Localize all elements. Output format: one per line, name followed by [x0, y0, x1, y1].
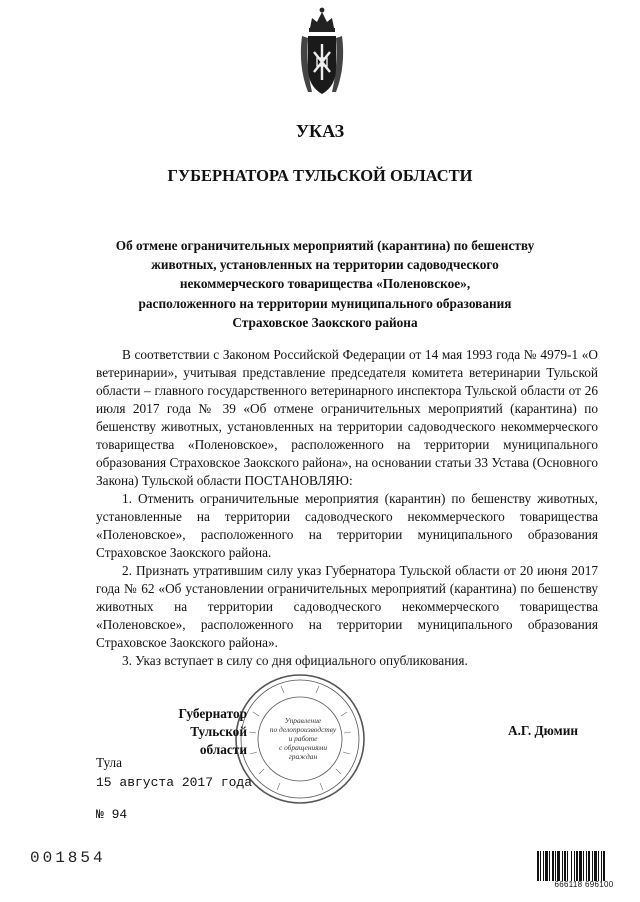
barcode-bar [557, 851, 560, 881]
stamp-line: с обращениями [278, 743, 328, 752]
barcode-bar [598, 851, 599, 881]
decree-number: № 94 [96, 807, 128, 822]
signer-title [147, 705, 247, 759]
coat-of-arms-emblem [298, 6, 346, 98]
barcode-bar [574, 851, 575, 881]
barcode-bar [601, 851, 602, 881]
stamp-line: и работе [288, 734, 318, 743]
barcode-bar [562, 851, 563, 881]
barcode-bar [588, 851, 590, 881]
issue-date: 15 августа 2017 года [96, 775, 253, 790]
document-heading [80, 236, 570, 332]
body-paragraph-3: 3. Указ вступает в силу со дня официального опубликования. [122, 653, 468, 668]
barcode-bar [586, 851, 587, 881]
barcode-bar [564, 851, 566, 881]
heading-line: расположенного на территории муниципального образования [138, 295, 512, 311]
document-subtitle: ГУБЕРНАТОРА ТУЛЬСКОЙ ОБЛАСТИ [167, 166, 473, 185]
signer-title-line: Губернатор [178, 706, 247, 721]
barcode-bar [552, 851, 554, 881]
signer-title-line: Тульской области [190, 724, 247, 757]
heading-line: Страховское Заокского района [232, 314, 418, 330]
heading-line: некоммерческого товарищества «Поленовское», [179, 276, 471, 292]
barcode-bar [537, 851, 539, 881]
barcode [536, 851, 632, 881]
stamp-line: по делопроизводству [269, 725, 337, 734]
signer-name: А.Г. Дюмин [508, 723, 579, 738]
barcode-bar [540, 851, 541, 881]
barcode-bar [576, 851, 578, 881]
barcode-bar [543, 851, 544, 881]
stamp-text [263, 716, 343, 761]
barcode-bar [549, 851, 550, 881]
barcode-bar [592, 851, 593, 881]
heading-line: Об отмене ограничительных мероприятий (карантина) по бешенству [115, 238, 535, 253]
barcode-bar [579, 851, 582, 881]
stamp-line: Управление [284, 716, 322, 725]
document-title: УКАЗ [295, 121, 345, 141]
barcode-number: 666118 696100 [554, 880, 614, 889]
issue-city: Тула [96, 755, 123, 770]
barcode-bar [545, 851, 548, 881]
barcode-bar [571, 851, 572, 881]
barcode-bar [583, 851, 584, 881]
body-paragraph-1: 1. Отменить ограничительные мероприятия (карантин) по бешенству животных, установленные на территории садоводческого некоммерческого товарищества «Поленовское», расположенного на территории муниципального образования Страховское Заокского района. [96, 491, 598, 560]
heading-line: животных, установленных на территории садоводческого [151, 257, 499, 273]
body-paragraph-preamble: В соответствии с Законом Российской Федерации от 14 мая 1993 года № 4979-1 «О ветеринарии», учитывая представление председателя комитета ветеринарии Тульской области – главного государственного ветеринарного инспектора Тульской области от 26 июля 2017 года № 39 «Об отмене ограничительных мероприятий (карантина) по бешенству животных, установленных на территории садоводческого некоммерческого товарищества «Поленовское», расположенного на территории муниципального образования Страховское Заокского района», на основании статьи 33 Устава (Основного Закона) Тульской области ПОСТАНОВЛЯЮ: [96, 347, 598, 488]
barcode-bar [555, 851, 556, 881]
body-paragraph-2: 2. Признать утратившим силу указ Губернатора Тульской области от 20 июня 2017 года № 62 «Об установлении ограничительных мероприятий (карантина) по бешенству животных на территории садоводческого некоммерческого товарищества «Поленовское», расположенного на территории муниципального образования Страховское Заокского района». [96, 563, 598, 650]
stamp-line: граждан [288, 752, 318, 761]
barcode-bar [594, 851, 597, 881]
document-body [96, 346, 598, 670]
barcode-bar [603, 851, 605, 881]
barcode-bar [567, 851, 568, 881]
serial-number: 001854 [30, 849, 106, 867]
